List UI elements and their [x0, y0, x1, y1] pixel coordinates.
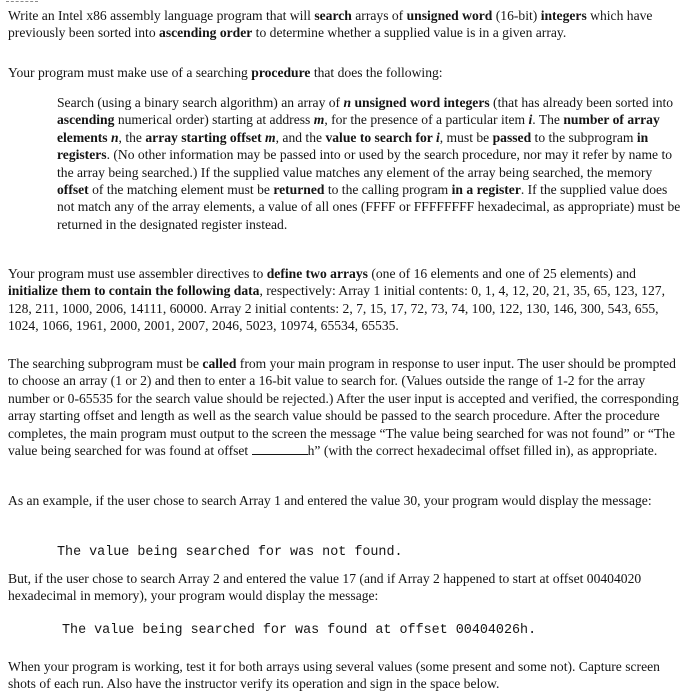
emphasized-text: number of array elements [57, 112, 660, 145]
paragraph-text: (one of 16 elements and one of 25 elements) and [367, 266, 636, 281]
paragraph-text: h” (with the correct hexadecimal offset filled in), as appropriate. [307, 443, 658, 459]
paragraph-text: of the matching element must be [88, 182, 274, 198]
emphasized-text: in registers [57, 129, 649, 163]
emphasized-text: define two arrays [266, 266, 368, 281]
intro-paragraph [8, 7, 688, 42]
paragraph-text: . (No other information may be passed into or used by the search procedure, nor may it refer by name to the array being searched.) If the supplied value matches any element of the array being searched, the memory [57, 147, 673, 180]
emphasized-text: integers [540, 8, 587, 23]
emphasized-text: i [528, 112, 533, 128]
paragraph-text: , respectively: Array 1 initial contents: 0, 1, 4, 12, 20, 21, 35, 65, 123, 127, 128, 211, 1000, 2006, 14111, 60000. Array 2 initial contents: 2, 7, 15, 17, 72, 73, 74, 100, 122, 130, 146, 300, 543, 655, 1024, 1066, 1961, 2000, 2001, 2007, 2046, 5023, 10974, 65534, 65535. [8, 283, 665, 334]
emphasized-text: ascending order [159, 25, 253, 41]
paragraph-text: Your program must use assembler directives to [8, 266, 267, 281]
paragraph-text: arrays of [351, 8, 407, 23]
paragraph-text: (that has already been sorted into [489, 95, 674, 110]
paragraph-text: . The [532, 112, 564, 128]
paragraph-text: , and the [275, 129, 326, 145]
paragraph-text: Your program must make use of a searching [8, 65, 252, 80]
paragraph-text: from your main program in response to user input. The user should be prompted to choose an array (1 or 2) and then to enter a 16-bit value to search for. (Values outside the range of 1-2 for the array number or 0-65535 for the search value should be rejected.) After the user input is accepted and verified, the corresponding array starting offset and length as well as the search value should be passed to the search procedure. After the procedure completes, the main program must output to the screen the message “The value being searched for was not found” or “The value being searched for was found at offset [8, 356, 679, 459]
emphasized-text: returned [273, 182, 325, 198]
emphasized-text: called [202, 356, 237, 371]
emphasized-text: i [435, 129, 440, 145]
paragraph-text: (16-bit) [492, 8, 541, 23]
emphasized-text: unsigned word [406, 8, 493, 23]
example-output-not-found: The value being searched for was not found. [57, 545, 403, 560]
paragraph-text: Write an Intel x86 assembly language program that will [8, 8, 315, 23]
procedure-requirement-paragraph [8, 64, 688, 81]
paragraph-text: . If the supplied value does not match any of the array elements, a value of all ones (FFFF or FFFFFFFF hexadecimal, as appropriate) must be returned in the designated register instead. [57, 182, 681, 232]
emphasized-text: in a register [451, 182, 521, 198]
example-intro-paragraph: As an example, if the user chose to search Array 1 and entered the value 30, your program would display the message: [8, 493, 652, 508]
paragraph-text: , must be [439, 129, 493, 145]
emphasized-text: m [265, 129, 276, 145]
offset-fill-blank [252, 442, 308, 455]
paragraph-text: to determine whether a supplied value is in a given array. [252, 25, 567, 41]
paragraph-text: that does the following: [310, 65, 443, 80]
closing-paragraph: When your program is working, test it for both arrays using several values (some present and some not). Capture screen shots of each run. Also have the instructor verify its operation and sign in the space below. [8, 659, 660, 692]
emphasized-text: m [313, 112, 325, 128]
emphasized-text: search [314, 8, 352, 23]
emphasized-text: value to search for [325, 129, 436, 145]
paragraph-text: , the [118, 129, 146, 145]
paragraph-text: numerical order) starting at address [114, 112, 314, 128]
paragraph-text: , for the presence of a particular item [324, 112, 529, 128]
emphasized-text: procedure [251, 65, 311, 80]
paragraph-text: which have previously been sorted into [8, 8, 653, 41]
emphasized-text: offset [57, 182, 89, 198]
array-definition-paragraph [8, 265, 688, 335]
search-procedure-spec-paragraph [57, 94, 685, 233]
example-output-found: The value being searched for was found at offset 00404026h. [62, 623, 537, 638]
emphasized-text: array starting offset [145, 129, 266, 145]
paragraph-text: to the calling program [324, 182, 452, 198]
emphasized-text: n [343, 95, 352, 110]
emphasized-text: initialize them to contain the following data [8, 283, 260, 299]
emphasized-text: unsigned word integers [354, 95, 490, 110]
paragraph-text: Search (using a binary search algorithm) an array of [57, 95, 344, 110]
emphasized-text: passed [492, 129, 532, 145]
emphasized-text: ascending [57, 112, 115, 128]
user-input-paragraph [8, 355, 688, 459]
page-edge-marker [6, 1, 38, 2]
second-example-intro-paragraph: But, if the user chose to search Array 2 and entered the value 17 (and if Array 2 happened to start at offset 00404020 hexadecimal in memory), your program would display the message: [8, 571, 642, 604]
paragraph-text: to the subprogram [531, 129, 637, 145]
paragraph-text: The searching subprogram must be [8, 356, 203, 371]
emphasized-text: n [110, 129, 119, 145]
